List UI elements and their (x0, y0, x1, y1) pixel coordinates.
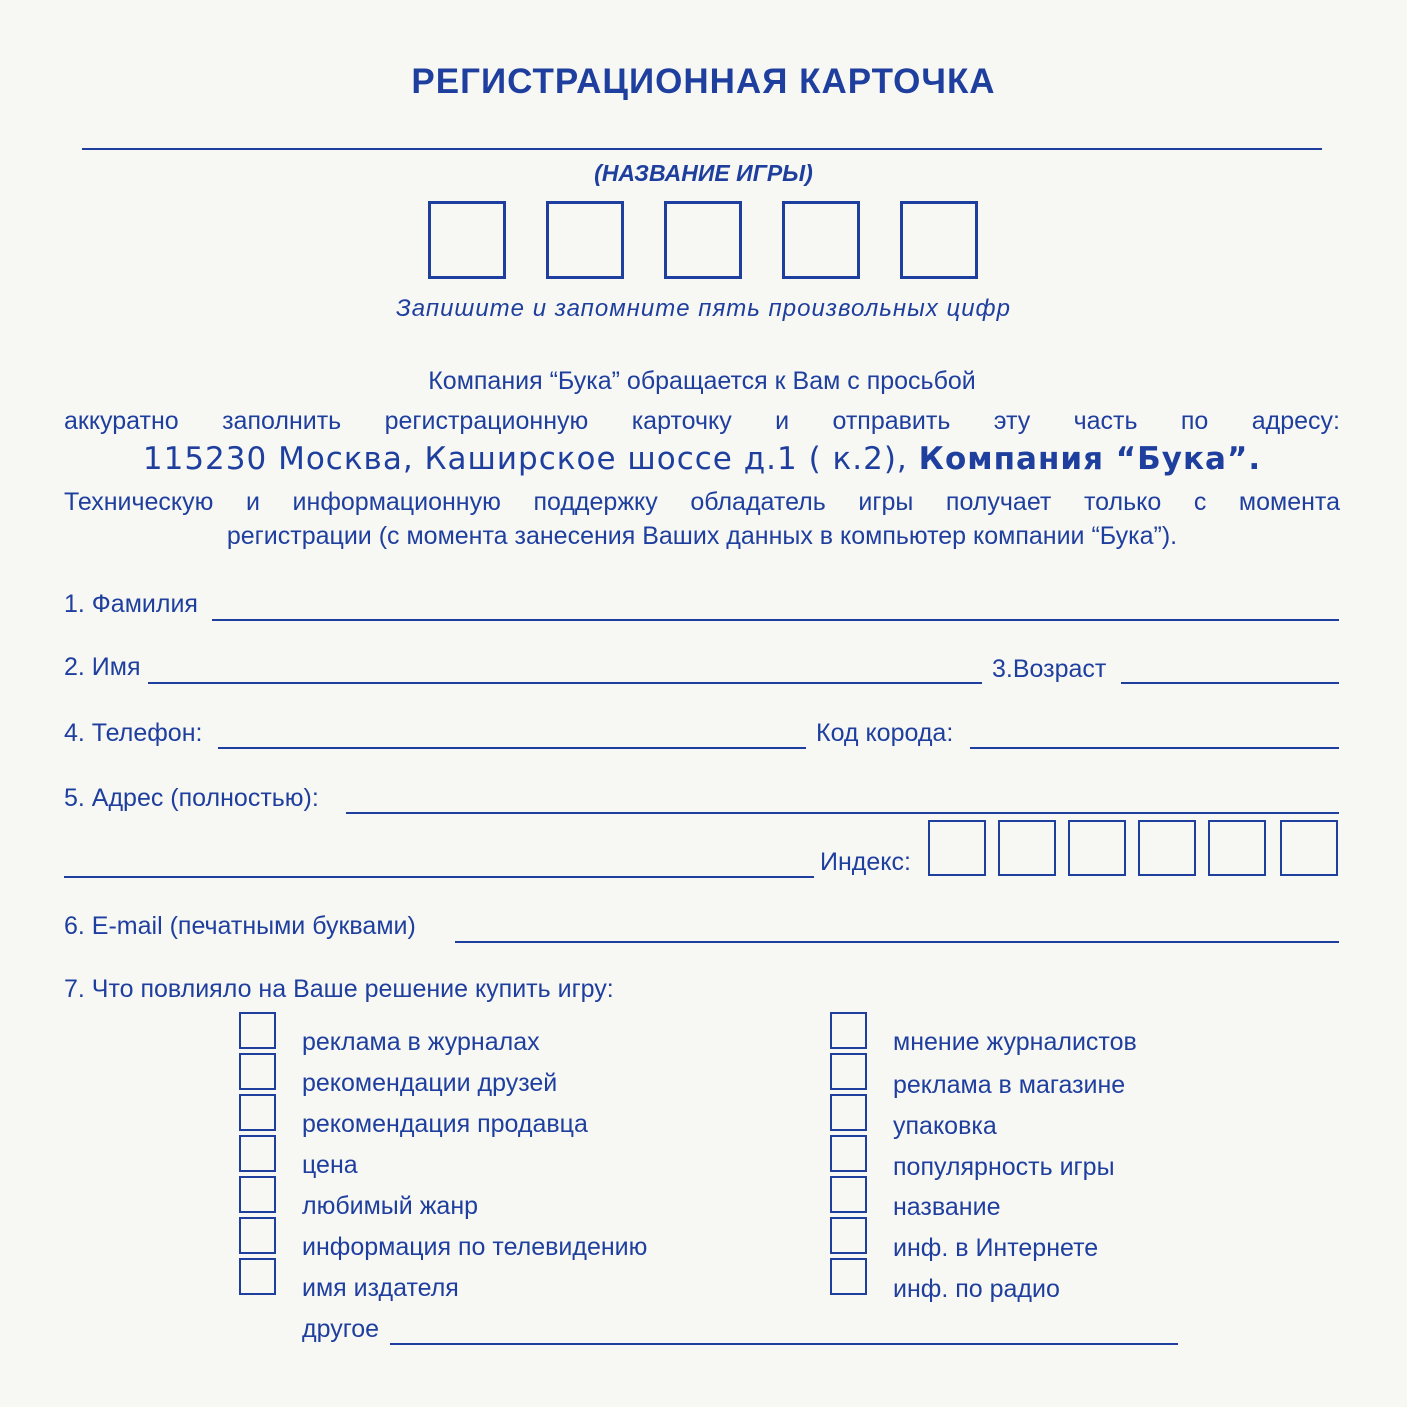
digit-box-4[interactable] (782, 201, 860, 279)
checkbox-game-title[interactable] (830, 1176, 867, 1213)
option-friends-recommendation: рекомендации друзей (302, 1069, 558, 1097)
postal-address (64, 441, 1340, 477)
address-field-line-1[interactable] (346, 812, 1339, 814)
company-name: Компания “Бука”. (918, 441, 1262, 477)
checkbox-magazine-ads[interactable] (239, 1012, 276, 1049)
digit-box-1[interactable] (428, 201, 506, 279)
game-name-line[interactable] (82, 148, 1322, 150)
checkbox-tv-info[interactable] (239, 1217, 276, 1254)
age-field[interactable] (1121, 682, 1339, 684)
checkbox-game-popularity[interactable] (830, 1135, 867, 1172)
option-seller-recommendation: рекомендация продавца (302, 1110, 588, 1138)
index-box-1[interactable] (928, 820, 986, 876)
option-magazine-ads: реклама в журналах (302, 1028, 540, 1056)
option-journalists-opinion: мнение журналистов (893, 1028, 1137, 1056)
other-field[interactable] (390, 1343, 1178, 1345)
phone-label: 4. Телефон: (64, 719, 203, 747)
checkbox-internet-info[interactable] (830, 1217, 867, 1254)
address-field-line-2[interactable] (64, 876, 814, 878)
option-packaging: упаковка (893, 1112, 997, 1140)
intro-line-1: Компания “Бука” обращается к Вам с просьбой (428, 367, 976, 395)
option-game-popularity: популярность игры (893, 1153, 1115, 1181)
option-store-ads: реклама в магазине (893, 1071, 1126, 1099)
checkbox-journalists-opinion[interactable] (830, 1012, 867, 1049)
name-label: 2. Имя (64, 653, 141, 681)
city-code-label: Код корода: (816, 719, 954, 747)
digit-box-5[interactable] (900, 201, 978, 279)
checkbox-publisher-name[interactable] (239, 1258, 276, 1295)
checkbox-radio-info[interactable] (830, 1258, 867, 1295)
index-label: Индекс: (820, 848, 911, 876)
option-internet-info: инф. в Интернете (893, 1234, 1099, 1262)
digit-box-3[interactable] (664, 201, 742, 279)
name-field[interactable] (148, 682, 982, 684)
option-radio-info: инф. по радио (893, 1275, 1060, 1303)
address-label: 5. Адрес (полностью): (64, 784, 319, 812)
age-label: 3.Возраст (992, 655, 1107, 683)
option-price: цена (302, 1151, 358, 1179)
option-game-title: название (893, 1193, 1001, 1221)
city-code-field[interactable] (970, 747, 1339, 749)
digit-box-2[interactable] (546, 201, 624, 279)
index-box-3[interactable] (1068, 820, 1126, 876)
checkbox-friends-recommendation[interactable] (239, 1053, 276, 1090)
email-field[interactable] (455, 941, 1339, 943)
checkbox-seller-recommendation[interactable] (239, 1094, 276, 1131)
postal-address-text: 115230 Москва, Каширское шоссе д.1 ( к.2), (142, 441, 919, 477)
question-7-label: 7. Что повлияло на Ваше решение купить игру: (64, 975, 614, 1003)
checkbox-store-ads[interactable] (830, 1053, 867, 1090)
option-tv-info: информация по телевидению (302, 1233, 648, 1261)
index-box-4[interactable] (1138, 820, 1196, 876)
surname-label: 1. Фамилия (64, 590, 198, 618)
option-other-label: другое (302, 1315, 380, 1343)
index-box-5[interactable] (1208, 820, 1266, 876)
checkbox-price[interactable] (239, 1135, 276, 1172)
support-line-2: регистрации (с момента занесения Ваших данных в компьютер компании “Бука”). (226, 522, 1178, 550)
option-favorite-genre: любимый жанр (302, 1192, 479, 1220)
email-label: 6. E-mail (печатными буквами) (64, 912, 416, 940)
option-publisher-name: имя издателя (302, 1274, 459, 1302)
intro-line-2: аккуратно заполнить регистрационную карточку и отправить эту часть по адресу: (64, 407, 1340, 435)
surname-field[interactable] (212, 619, 1339, 621)
game-name-label: (НАЗВАНИЕ ИГРЫ) (594, 160, 813, 186)
checkbox-favorite-genre[interactable] (239, 1176, 276, 1213)
phone-field[interactable] (218, 747, 806, 749)
index-box-2[interactable] (998, 820, 1056, 876)
page-title: РЕГИСТРАЦИОННАЯ КАРТОЧКА (411, 62, 996, 101)
index-box-6[interactable] (1280, 820, 1338, 876)
digits-hint: Запишите и запомните пять произвольных цифр (396, 295, 1011, 322)
support-line-1: Техническую и информационную поддержку обладатель игры получает только с момента (64, 488, 1340, 516)
checkbox-packaging[interactable] (830, 1094, 867, 1131)
